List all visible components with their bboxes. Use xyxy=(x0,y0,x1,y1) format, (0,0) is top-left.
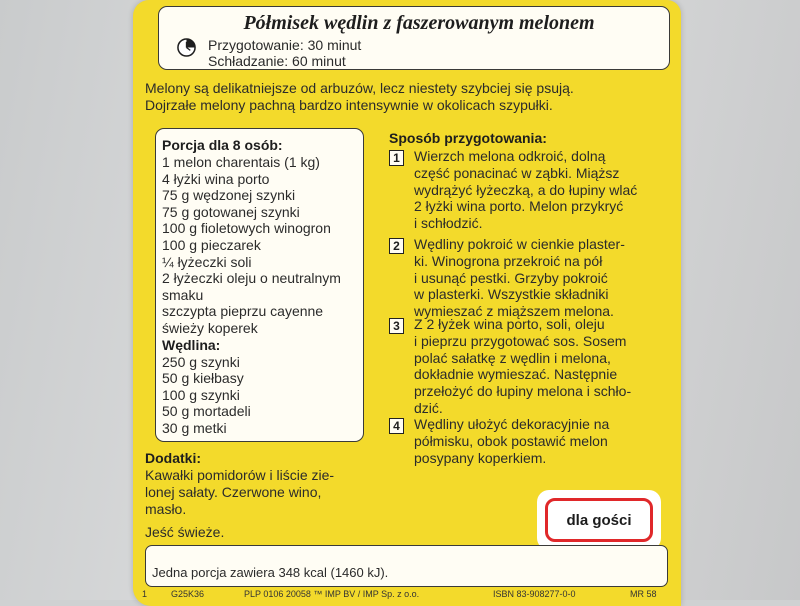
ingredient-item: 2 łyżeczki oleju o neutralnym xyxy=(162,270,341,287)
step-line: i pieprzu przygotować sos. Sosem xyxy=(414,332,627,349)
step-line: 2 łyżki wina porto. Melon przykryć xyxy=(414,198,624,215)
intro-line: Melony są delikatniejsze od arbuzów, lecz niestety szybciej się psują. xyxy=(145,80,574,96)
ingredient-item: smaku xyxy=(162,286,204,303)
step-line: część ponacinać w ząbki. Miąższ xyxy=(414,164,620,181)
extras-section xyxy=(145,450,365,517)
step-line: ki. Winogrona przekroić na pół xyxy=(414,252,603,269)
footer-code: G25K36 xyxy=(171,589,205,599)
nutrition-text: Jedna porcja zawiera 348 kcal (1460 kJ). xyxy=(152,565,389,580)
step-line: polać sałatkę z wędlin i melona, xyxy=(414,349,611,366)
clock-icon xyxy=(177,38,196,57)
step-line: dzić. xyxy=(414,399,443,416)
step-line: w plasterki. Wszystkie składniki xyxy=(414,286,609,303)
step-number: 4 xyxy=(389,418,404,434)
step-number: 1 xyxy=(389,150,404,166)
ingredients-box xyxy=(155,128,364,442)
recipe-title: Półmisek wędlin z faszerowanym melonem xyxy=(243,12,595,34)
step-line: i usunąć pestki. Grzyby pokroić xyxy=(414,269,608,286)
step-number: 3 xyxy=(389,318,404,334)
meats-heading: Wędlina: xyxy=(162,336,221,353)
title-box xyxy=(158,6,670,70)
extras-line: lonej sałaty. Czerwone wino, xyxy=(145,483,322,500)
step-line: Wędliny pokroić w cienkie plaster- xyxy=(414,236,625,252)
extras-heading: Dodatki: xyxy=(145,450,201,466)
step-line: półmisku, obok postawić melon xyxy=(414,432,608,449)
meat-item: 100 g szynki xyxy=(162,386,240,403)
step-line: przełożyć do łupiny melona i schło- xyxy=(414,383,632,400)
extras-line: masło. xyxy=(145,500,187,517)
eat-fresh-note: Jeść świeże. xyxy=(145,524,225,540)
extras-line: Kawałki pomidorów i liście zie- xyxy=(145,467,335,483)
ingredient-item: świeży koperek xyxy=(162,319,258,336)
meat-item: 50 g mortadeli xyxy=(162,403,251,420)
footer-ref: MR 58 xyxy=(630,589,657,599)
step-line: dokładnie wymieszać. Następnie xyxy=(414,366,618,383)
step-line: i schłodzić. xyxy=(414,215,483,232)
step-line: wymieszać z miąższem melona. xyxy=(414,303,614,320)
step-line: Z 2 łyżek wina porto, soli, oleju xyxy=(414,316,605,332)
nutrition-box xyxy=(145,545,668,587)
method-heading: Sposób przygotowania: xyxy=(389,130,547,146)
guest-badge xyxy=(537,490,661,550)
meat-item: 250 g szynki xyxy=(162,353,240,370)
meat-item: 50 g kiełbasy xyxy=(162,370,244,387)
ingredient-item: szczypta pieprzu cayenne xyxy=(162,303,324,320)
step-number: 2 xyxy=(389,238,404,254)
chill-time: Schładzanie: 60 minut xyxy=(208,53,346,69)
intro-line: Dojrzałe melony pachną bardzo intensywnie w okolicach szypułki. xyxy=(145,97,553,113)
footer-publisher: PLP 0106 20058 ™ IMP BV / IMP Sp. z o.o. xyxy=(244,589,420,599)
meat-item: 30 g metki xyxy=(162,419,227,436)
ingredient-item: 100 g pieczarek xyxy=(162,236,261,253)
badge-label: dla gości xyxy=(566,511,632,529)
footer-page: 1 xyxy=(142,589,148,599)
footer-isbn: ISBN 83-908277-0-0 xyxy=(493,589,576,599)
ingredient-item: 75 g wędzonej szynki xyxy=(162,187,296,204)
ingredient-item: 1 melon charentais (1 kg) xyxy=(162,154,320,170)
ingredient-item: 100 g fioletowych winogron xyxy=(162,220,331,237)
step-line: posypany koperkiem. xyxy=(414,449,547,466)
step-line: Wędliny ułożyć dekoracyjnie na xyxy=(414,416,610,432)
prep-time: Przygotowanie: 30 minut xyxy=(208,37,362,53)
ingredient-item: ¼ łyżeczki soli xyxy=(162,253,252,270)
ingredient-item: 75 g gotowanej szynki xyxy=(162,203,300,220)
intro-text xyxy=(145,80,665,114)
portion-heading: Porcja dla 8 osób: xyxy=(162,137,283,153)
ingredient-item: 4 łyżki wina porto xyxy=(162,170,270,187)
step-line: wydrążyć łyżeczką, a do łupiny wlać xyxy=(414,181,638,198)
step-line: Wierzch melona odkroić, dolną xyxy=(414,148,606,164)
